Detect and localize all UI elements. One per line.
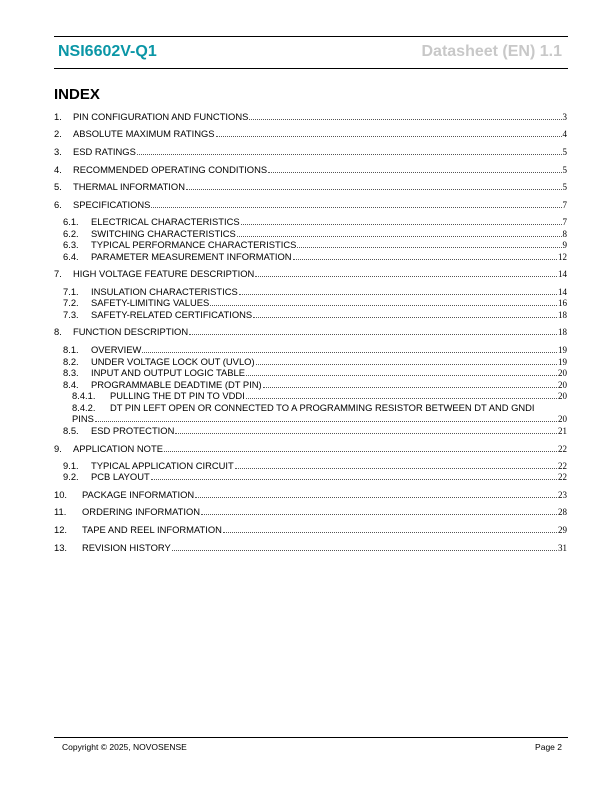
toc-entry[interactable] [54,326,567,338]
toc-entry[interactable] [54,506,567,518]
toc-leader [95,421,557,422]
toc-page: 20 [558,368,567,378]
toc-title: UNDER VOLTAGE LOCK OUT (UVLO) [91,356,255,367]
toc-number: 7.3. [63,309,79,320]
toc-entry[interactable] [54,111,567,123]
toc-page: 9 [562,240,567,250]
toc-number: 3. [54,146,62,157]
toc-page: 22 [558,461,567,471]
toc-page: 22 [558,472,567,482]
toc-entry[interactable] [54,443,567,455]
toc-entry[interactable] [54,199,567,211]
toc-entry[interactable] [54,471,567,483]
toc-entry[interactable] [54,489,567,501]
toc-title: PCB LAYOUT [91,471,150,482]
product-name: NSI6602V-Q1 [58,43,157,60]
toc-title: RECOMMENDED OPERATING CONDITIONS [73,164,268,175]
toc-number: 6.2. [63,228,79,239]
toc-title-continued: PINS [72,413,94,424]
toc-page: 20 [558,414,567,424]
toc-page: 18 [558,327,567,337]
toc-number: 12. [54,524,68,535]
toc-title: TAPE AND REEL INFORMATION [82,524,222,535]
toc-leader [249,119,561,120]
toc-entry[interactable] [54,164,567,176]
toc-page: 14 [558,287,567,297]
toc-leader [151,207,561,208]
toc-leader [164,451,557,452]
toc-title: INSULATION CHARACTERISTICS [91,286,238,297]
toc-entry[interactable] [54,309,567,321]
toc-number: 7.1. [63,286,79,297]
toc-entry[interactable] [54,268,567,280]
toc-entry[interactable] [54,367,567,379]
toc-number: 6.4. [63,251,79,262]
toc-title: HIGH VOLTAGE FEATURE DESCRIPTION [73,268,255,279]
toc-leader [235,468,557,469]
datasheet-version: Datasheet (EN) 1.1 [421,43,562,60]
toc-page: 16 [558,298,567,308]
toc-leader [189,334,557,335]
toc-leader [137,154,562,155]
toc-title: THERMAL INFORMATION [73,181,185,192]
toc-page: 31 [558,543,567,553]
toc-page: 5 [562,165,567,175]
toc-leader [246,398,557,399]
toc-number: 6. [54,199,62,210]
toc-number: 4. [54,164,62,175]
toc-number: 7.2. [63,297,79,308]
toc-number: 8.3. [63,367,79,378]
toc-title: INPUT AND OUTPUT LOGIC TABLE [91,367,246,378]
toc-number: 8.1. [63,344,79,355]
toc-page: 7 [562,217,567,227]
toc-title: ABSOLUTE MAXIMUM RATINGS [73,128,215,139]
toc-title: PARAMETER MEASUREMENT INFORMATION [91,251,292,262]
toc-page: 19 [558,357,567,367]
page-number: Page 2 [535,742,562,752]
toc-leader [142,352,557,353]
toc-leader [151,479,557,480]
toc-leader [186,189,562,190]
toc-entry[interactable] [54,216,567,228]
toc-leader [239,294,557,295]
toc-page: 14 [558,269,567,279]
toc-number: 11. [54,506,67,517]
toc-title: TYPICAL PERFORMANCE CHARACTERISTICS [91,239,297,250]
toc-leader [216,136,562,137]
toc-entry[interactable] [54,251,567,263]
toc-number: 2. [54,128,62,139]
header-top-rule [54,36,568,37]
toc-leader [253,317,557,318]
toc-page: 29 [558,525,567,535]
copyright-notice: Copyright © 2025, NOVOSENSE [62,742,187,752]
toc-title: ORDERING INFORMATION [82,506,201,517]
toc-title: SAFETY-LIMITING VALUES [91,297,210,308]
toc-entry[interactable] [54,181,567,193]
toc-entry[interactable] [54,524,567,536]
toc-leader [293,259,557,260]
toc-number: 8.4.1. [72,390,96,401]
toc-number: 9. [54,443,62,454]
toc-leader [263,387,557,388]
toc-leader [201,514,557,515]
toc-leader [223,532,557,533]
toc-page: 7 [562,200,567,210]
toc-page: 12 [558,252,567,262]
toc-page: 18 [558,310,567,320]
toc-number: 9.1. [63,460,79,471]
toc-number: 6.1. [63,216,79,227]
toc-page: 19 [558,345,567,355]
toc-entry[interactable] [54,425,567,437]
toc-number: 8.4. [63,379,79,390]
toc-title: ELECTRICAL CHARACTERISTICS [91,216,240,227]
toc-number: 5. [54,181,62,192]
toc-title: SPECIFICATIONS [73,199,151,210]
toc-leader [255,276,557,277]
toc-page: 3 [562,112,567,122]
toc-entry[interactable] [54,146,567,158]
toc-title: REVISION HISTORY [82,542,171,553]
toc-leader [175,433,557,434]
toc-title: ESD RATINGS [73,146,136,157]
toc-leader [297,247,561,248]
toc-leader [256,364,557,365]
toc-page: 4 [562,129,567,139]
toc-number: 8. [54,326,62,337]
toc-leader [172,550,557,551]
toc-page: 22 [558,444,567,454]
toc-leader [237,236,562,237]
toc-title: PACKAGE INFORMATION [82,489,195,500]
toc-page: 5 [562,147,567,157]
toc-entry[interactable] [54,297,567,309]
toc-number: 7. [54,268,62,279]
toc-entry[interactable] [54,239,567,251]
toc-page: 21 [558,426,567,436]
toc-leader [241,224,562,225]
toc-leader [210,305,557,306]
toc-page: 5 [562,182,567,192]
toc-title: PIN CONFIGURATION AND FUNCTIONS [73,111,249,122]
toc-number: 6.3. [63,239,79,250]
toc-number: 13. [54,542,68,553]
toc-title: APPLICATION NOTE [73,443,163,454]
toc-title: PULLING THE DT PIN TO VDDI [110,390,245,401]
toc-entry[interactable] [54,344,567,356]
toc-title: PROGRAMMABLE DEADTIME (DT PIN) [91,379,262,390]
toc-page: 20 [558,380,567,390]
toc-page: 28 [558,507,567,517]
toc-number: 10. [54,489,68,500]
toc-page: 8 [562,229,567,239]
toc-leader [268,172,561,173]
toc-title: ESD PROTECTION [91,425,175,436]
toc-number: 8.4.2. [72,402,96,413]
footer-rule [54,737,568,738]
toc-entry[interactable] [54,390,567,402]
toc-title: SWITCHING CHARACTERISTICS [91,228,236,239]
toc-number: 9.2. [63,471,79,482]
toc-title: TYPICAL APPLICATION CIRCUIT [91,460,234,471]
toc-leader [246,375,557,376]
toc-title: OVERVIEW [91,344,142,355]
index-title: INDEX [54,86,100,103]
header-bottom-rule [54,68,568,69]
toc-number: 8.5. [63,425,79,436]
toc-entry[interactable] [54,128,567,140]
toc-title: FUNCTION DESCRIPTION [73,326,189,337]
toc-page: 23 [558,490,567,500]
toc-title: SAFETY-RELATED CERTIFICATIONS [91,309,253,320]
toc-leader [195,497,557,498]
toc-entry[interactable] [54,542,567,554]
toc-number: 8.2. [63,356,79,367]
toc-page: 20 [558,391,567,401]
toc-title: DT PIN LEFT OPEN OR CONNECTED TO A PROGRAMMING RESISTOR BETWEEN DT AND GNDI [110,402,535,413]
toc-number: 1. [54,111,62,122]
